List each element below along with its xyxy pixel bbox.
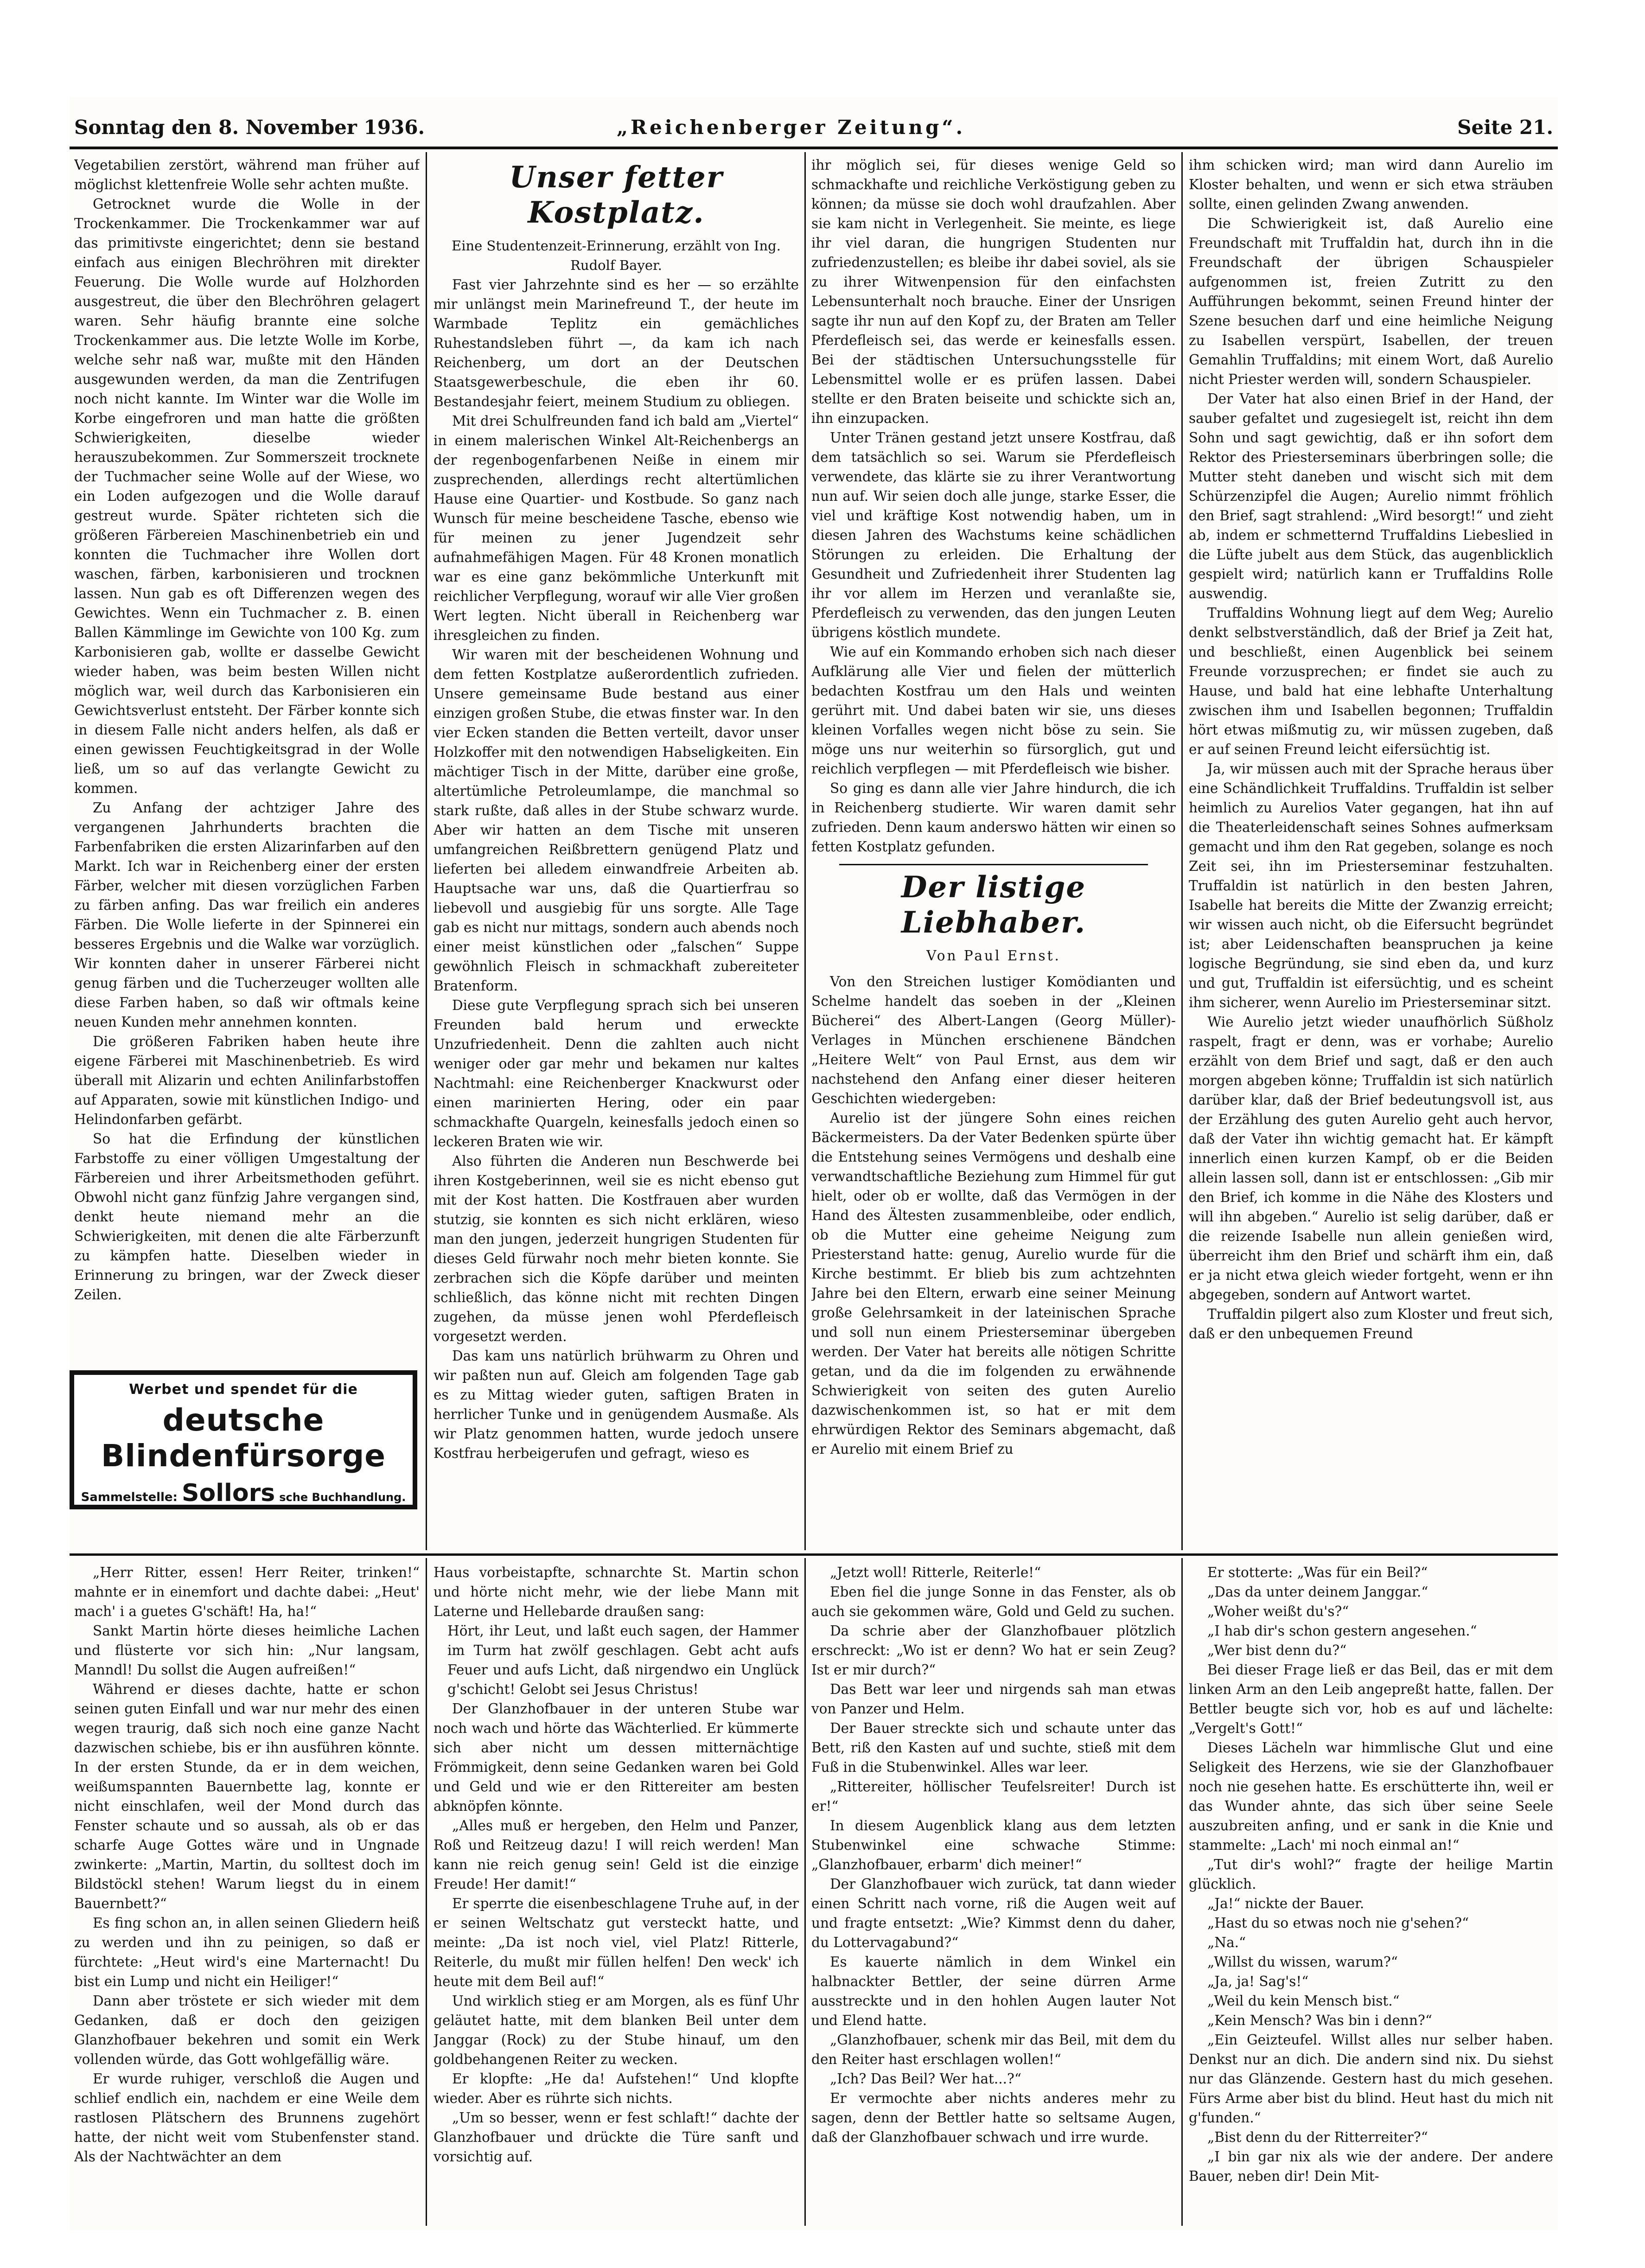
ad-line-3 [74,1479,413,1507]
col1-paragraph: Getrocknet wurde die Wolle in der Trockenkammer. Die Trockenkammer war auf das primitivste eingerichtet; denn sie bestand einfach aus einigen Blechröhren mit direkter Feuerung. Die Wolle wurde auf Holzhorden ausgestreut, die über den Blechröhren gelagert waren. Sehr häufig brannte eine solche Trockenkammer aus. Die letzte Wolle im Korbe, welche sehr naß war, mußte mit den Händen ausgewunden werden, da man die Zentrifugen noch nicht kannte. Im Winter war die Wolle im Korbe eingefroren und man hatte die größten Schwierigkeiten, dieselbe wieder herauszubekommen. Zur Sommerszeit trocknete der Tuchmacher seine Wolle auf der Wiese, wo ein Loden aufgezogen und die Wolle darauf gestreut wurde. Später richteten sich die größeren Färbereien Maschinenbetrieb ein und konnten die Tuchmacher ihre Wollen dort waschen, färben, karbonisieren und trocknen lassen. Nun gab es oft Differenzen wegen des Gewichtes. Wenn ein Tuchmacher z. B. einen Ballen Kämmlinge im Gewichte von 100 Kg. zum Karbonisieren gab, wollte er dasselbe Gewicht wieder haben, was beim besten Willen nicht möglich war, weil durch das Karbonisieren ein Gewichtsverlust entsteht. Der Färber konnte sich in diesem Falle nicht anders helfen, als daß er einen gewissen Feuchtigkeitsgrad in der Wolle ließ, um so auf das verlangte Gewicht zu kommen. [74,196,420,796]
col2-paragraph: Das kam uns natürlich brühwarm zu Ohren und wir paßten nun auf. Gleich am folgenden Tage gab es zu Mittag wieder guten, saftigen Braten in herrlicher Tunke und in genügendem Ausmaße. Als wir Platz genommen hatten, wurde jedoch unsere Kostfrau herbeigerufen und gefragt, wieso es [434,1348,799,1461]
col4-paragraph: Wie Aurelio jetzt wieder unaufhörlich Süßholz raspelt, fragt er denn, was er vorhabe; Aurelio erzählt von dem Brief und sagt, daß er den auch morgen abgeben könne; Truffaldin ist sich natürlich darüber klar, daß der Brief bedeutungsvoll ist, aus der Erzählung des guten Aurelio geht auch hervor, daß der Vater ihn wichtig gemacht hat. Er kämpft innerlich einen kurzen Kampf, ob er die Beiden allein lassen soll, dann ist er entschlossen: „Gib mir den Brief, ich komme in die Nähe des Klosters und will ihn abgeben.“ Aurelio ist selig darüber, daß er die reizende Isabelle nun allein genießen wird, überreicht ihm den Brief und schärft ihm ein, daß er ja nicht etwa gleich wieder fortgeht, wenn er ihn abgegeben, sondern auf Antwort wartet. [1189,1014,1553,1303]
col4-paragraph: Truffaldin pilgert also zum Kloster und freut sich, daß er den unbequemen Freund [1189,1306,1553,1342]
bottom-paragraph: „I hab dir's schon gestern angesehen.“ [1207,1623,1477,1639]
ad-shop-suffix: sche Buchhandlung. [279,1491,406,1504]
bottom-paragraph: „Hast du so etwas noch nie g'sehen?“ [1207,1915,1469,1931]
article-author: Von Paul Ernst. [926,948,1061,964]
col4-paragraph: Die Schwierigkeit ist, daß Aurelio eine Freundschaft mit Truffaldin hat, durch ihn in die Freundschaft der übrigen Schauspieler aufgenommen ist, freien Zutritt zu den Aufführungen bekommt, seinen Freund hinter der Szene besuchen darf und eine heimliche Neigung zu Isabellen verspürt, Isabellen, der treuen Gemahlin Truffaldins; mit einem Wort, daß Aurelio nicht Priester werden will, sondern Schauspieler. [1189,216,1553,387]
header-date: Sonntag den 8. November 1936. [74,116,425,139]
bottom-paragraph: „Bist denn du der Ritterreiter?“ [1207,2129,1428,2145]
column-1 [74,155,420,1361]
col1-paragraph: So hat die Erfindung der künstlichen Farbstoffe zu einer völligen Umgestaltung der Färbereien und ihrer Arbeitsmethoden geführt. Obwohl nicht ganz fünfzig Jahre vergangen sind, denkt heute niemand mehr an die Schwierigkeiten, mit denen die alte Färberzunft zu kämpfen hatte. Dieselben wieder in Erinnerung zu bringen, war der Zweck dieser Zeilen. [74,1131,420,1303]
col2-paragraph: Mit drei Schulfreunden fand ich bald am „Viertel“ in einem malerischen Winkel Alt-Reichenbergs an der regenbogenfarbenen Neiße in einem mir zusprechenden, allerdings recht altertümlichen Hause eine Quartier- und Kostbude. So ganz nach Wunsch für meine bescheidene Tasche, ebenso wie für meinen zu jener Jugendzeit sehr aufnahmefähigen Magen. Für 48 Kronen monatlich war es eine ganz bekömmliche Unterkunft mit reichlicher Verpflegung, worauf wir alle Vier großen Wert legten. Nicht überall in Reichenberg war ihresgleichen zu finden. [434,413,799,643]
bottom-paragraph: „Das da unter deinem Janggar.“ [1207,1584,1428,1600]
bottom-paragraph: Da schrie aber der Glanzhofbauer plötzlich erschreckt: „Wo ist er denn? Wo hat er sein Zeug? Ist er mir durch?“ [811,1623,1176,1678]
bottom-paragraph: Dieses Lächeln war himmlische Glut und eine Seligkeit des Herzens, wie sie der Glanzhofbauer noch nie gesehen hatte. Es erschütterte ihn, weil er das Wunder ahnte, das sich über seine Seele auszubreiten anfing, und er sank in die Knie und stammelte: „Lach' mi noch einmal an!“ [1189,1740,1553,1853]
bottom-paragraph: „Ich? Das Beil? Wer hat...?“ [830,2071,1021,2087]
bottom-column-2 [434,1563,799,2226]
bottom-paragraph: „Ein Geizteufel. Willst alles nur selber haben. Denkst nur an dich. Die andern sind nix. Du siehst nur das Glänzende. Gestern hast du mich gesehen. Fürs Arme aber bist du blind. Heut hast du mich nit g'funden.“ [1189,2032,1553,2126]
column-rule [1181,152,1183,1550]
col3-paragraph: Unter Tränen gestand jetzt unsere Kostfrau, daß dem tatsächlich so sei. Warum sie Pferdefleisch verwendete, das klärte sie zu ihrer Verantwortung nun auf. Wir seien doch alle junge, starke Esser, die viel und kräftige Kost notwendig haben, um in diesen Jahren des Wachstums keine schädlichen Störungen zu erleiden. Die Erhaltung der Gesundheit und Zufriedenheit ihrer Studenten lag ihr vor allem im Herzen und veranlaßte sie, Pferdefleisch zu verwenden, das den jungen Leuten übrigens köstlich mundete. [811,430,1176,640]
col1-paragraph: Die größeren Fabriken haben heute ihre eigene Färberei mit Maschinenbetrieb. Es wird überall mit Alizarin und echten Anilinfarbstoffen auf Apparaten, sowie mit künstlichen Indigo- und Helindonfarben gefärbt. [74,1034,420,1127]
bottom-paragraph: „Weil du kein Mensch bist.“ [1207,1993,1400,2009]
bottom-paragraph: Sankt Martin hörte dieses heimliche Lachen und flüsterte vor sich hin: „Nur langsam, Manndl! Du sollst die Augen aufreißen!“ [74,1623,420,1678]
blindenfuersorge-advertisement [70,1370,417,1509]
bottom-paragraph: „Um so besser, wenn er fest schlaft!“ dachte der Glanzhofbauer und drückte die Türe sanft und vorsichtig auf. [434,2110,799,2165]
article-intro: Von den Streichen lustiger Komödianten und Schelme handelt das soeben in der „Kleinen Bücherei“ des Albert-Langen (Georg Müller)-Verlages in München erschienene Bändchen „Heitere Welt“ von Paul Ernst, aus dem wir nachstehend den Anfang einer dieser heiteren Geschichten wiedergeben: [811,974,1176,1106]
bottom-paragraph: „Rittereiter, höllischer Teufelsreiter! Durch ist er!“ [811,1779,1176,1814]
section-rule [70,1553,1558,1556]
column-rule [426,152,427,1550]
ad-collection-label: Sammelstelle: [81,1490,178,1504]
col4-paragraph: Ja, wir müssen auch mit der Sprache heraus über eine Schändlichkeit Truffaldins. Truffaldin ist selber heimlich zu Aurelios Vater gegangen, hat ihn auf die Theaterleidenschaft seines Sohnes aufmerksam gemacht und ihm den Rat gegeben, solange es noch Zeit sei, ihn im Priesterseminar festzuhalten. Truffaldin ist natürlich in den besten Jahren, Isabelle hat bereits die Mitte der Zwanzig erreicht; wir wissen auch nicht, ob die Eifersucht begründet ist; aber Leidenschaften beanspruchen ja keine logische Begründung, sie sind eben da, und kurz und gut, Truffaldin ist eifersüchtig, und es scheint ihm sicherer, wenn Aurelio im Priesterseminar sitzt. [1189,761,1553,1010]
article-title-liebhaber: Der listige Liebhaber. [901,870,1086,940]
bottom-paragraph: „Wer bist denn du?“ [1207,1642,1347,1658]
bottom-paragraph: Der Bauer streckte sich und schaute unter das Bett, riß den Kasten auf und suchte, stieß mit dem Fuß in die Stubenwinkel. Alles war leer. [811,1720,1176,1775]
bottom-paragraph: Es kauerte nämlich in dem Winkel ein halbnackter Bettler, der seine dürren Arme ausstreckte und in den hohlen Augen lauter Not und Elend hatte. [811,1954,1176,2028]
newspaper-page [70,97,1558,2230]
bottom-paragraph: „Willst du wissen, warum?“ [1207,1954,1398,1970]
bottom-paragraph: Während er dieses dachte, hatte er schon seinen guten Einfall und war nur mehr des einen wegen traurig, daß sich noch eine ganze Nacht dazwischen schiebe, bis er ihn ausführen könnte. In der ersten Stunde, da er in dem weichen, weißumspannten Bauernbette lag, konnte er nicht einschlafen, weil der Mond durch das Fenster schaute und so aussah, als ob er das scharfe Auge Gottes wäre und in Ungnade zwinkerte: „Martin, Martin, du solltest doch im Bildstöckl stehen! Warum liegst du in einem Bauernbett?“ [74,1681,420,1911]
column-rule [1181,1558,1183,2226]
bottom-paragraph: „Ja!“ nickte der Bauer. [1207,1896,1364,1911]
bottom-paragraph: „Na.“ [1207,1935,1246,1950]
column-rule [804,152,806,1550]
col3-paragraph: Wie auf ein Kommando erhoben sich nach dieser Aufklärung alle Vier und fielen der mütterlich bedachten Kostfrau um den Hals und weinten gerührt mit. Und dabei baten wir sie, uns dieses kleinen Vorfalles wegen nicht böse zu sein. Sie möge uns nur weiterhin so fürsorglich, gut und reichlich verpflegen — mit Pferdefleisch wie bisher. [811,644,1176,777]
bottom-paragraph: „Glanzhofbauer, schenk mir das Beil, mit dem du den Reiter hast erschlagen wollen!“ [811,2032,1176,2067]
bottom-paragraph: „Ja, ja! Sag's!“ [1207,1974,1309,1989]
col3-paragraph: So ging es dann alle vier Jahre hindurch, die ich in Reichenberg studierte. Wir waren damit sehr zufrieden. Denn kaum anderswo hätten wir einen so fetten Kostplatz gefunden. [811,780,1176,855]
col1-paragraph: Zu Anfang der achtziger Jahre des vergangenen Jahrhunderts brachten die Farbenfabriken die ersten Alizarinfarben auf den Markt. Ich war in Reichenberg einer der ersten Färber, welcher mit diesen vorzüglichen Farben zu färben anfing. Das war freilich ein anderes Färben. Die Wolle lieferte in der Spinnerei ein besseres Ergebnis und die Walke war vorzüglich. Wir konnten daher in unserer Färberei nicht genug färben und die Tucherzeuger wollten alle diese Farben haben, so daß wir oftmals keine neuen Kunden mehr annehmen konnten. [74,800,420,1030]
bottom-paragraph: Der Glanzhofbauer wich zurück, tat dann wieder einen Schritt nach vorne, riß die Augen weit auf und fragte entsetzt: „Wie? Kimmst denn du daher, du Lottervagabund?“ [811,1876,1176,1950]
column-3 [811,155,1176,1549]
column-rule [426,1558,427,2226]
bottom-paragraph: Es fing schon an, in allen seinen Gliedern heiß zu werden und ihn zu peinigen, so daß er fürchtete: „Heut wird's eine Marternacht! Du bist ein Lump und nicht ein Heiliger!“ [74,1915,420,1989]
column-rule [804,1558,806,2226]
bottom-column-1 [74,1563,420,2226]
bottom-column-3 [811,1563,1176,2226]
bottom-paragraph: Er klopfte: „He da! Aufstehen!“ Und klopfte wieder. Aber es rührte sich nichts. [434,2071,799,2106]
watchman-song: Hört, ihr Leut, und laßt euch sagen, der Hammer im Turm hat zwölf geschlagen. Gebt acht aufs Feuer und aufs Licht, daß nirgendwo ein Unglück g'schicht! Gelobt sei Jesus Christus! [447,1623,799,1697]
page-header [70,116,1558,144]
bottom-paragraph: „Tut dir's wohl?“ fragte der heilige Martin glücklich. [1189,1857,1553,1892]
col2-paragraph: Wir waren mit der bescheidenen Wohnung und dem fetten Kostplatze außerordentlich zufrieden. Unsere gemeinsame Bude bestand aus einer einzigen großen Stube, die etwas finster war. In den vier Ecken standen die Betten verteilt, davor unser Holzkoffer mit den notwendigen Habseligkeiten. Ein mächtiger Tisch in der Mitte, darüber eine große, altertümliche Petroleumlampe, die manchmal so stark rußte, daß alles in der Stube schwarz wurde. Aber wir hatten an dem Tische mit unseren umfangreichen Reißbrettern genügend Platz und lieferten bei alledem einwandfreie Arbeiten ab. Hauptsache war uns, daß die Quartierfrau so liebevoll und ausgiebig für uns sorgte. Alle Tage gab es nicht nur mittags, sondern auch abends noch einer meist künstlichen oder „falschen“ Suppe gewöhnlich Fleisch in schmackhaft zubereiteter Bratenform. [434,647,799,994]
bottom-paragraph: Er wurde ruhiger, verschloß die Augen und schlief endlich ein, nachdem er eine Weile dem rastlosen Plätschern des Brunnens zugehört hatte, der nicht weit vom Stubenfenster stand. Als der Nachtwächter an dem [74,2071,420,2165]
header-page-number: Seite 21. [1457,116,1553,139]
bottom-paragraph: Er sperrte die eisenbeschlagene Truhe auf, in der er seinen Weltschatz gut versteckt hatte, und meinte: „Da ist noch viel, viel Platz! Ritterle, Reiterle, du mußt mir füllen helfen! Den weck' ich heute mit dem Beil auf!“ [434,1896,799,1989]
col3-paragraph: ihr möglich sei, für dieses wenige Geld so schmackhafte und reichliche Verköstigung geben zu können; da müsse sie doch wohl draufzahlen. Aber sie kam nicht in Verlegenheit. Sie meinte, es liege ihr viel daran, die hungrigen Studenten nur zufriedenzustellen; es bleibe ihr dabei soviel, als sie zu ihrer Witwenpension für den einfachsten Lebensunterhalt noch brauche. Einer der Unsrigen sagte ihr nun auf den Kopf zu, der Braten am Teller Pferdefleisch sei, das werde er keinesfalls essen. Bei der städtischen Untersuchungsstelle für Lebensmittel wolle er es prüfen lassen. Dabei stellte er den Braten beiseite und schickte sich an, ihn einzupacken. [811,157,1176,426]
article-divider [839,864,1148,865]
bottom-paragraph: „Kein Mensch? Was bin i denn?“ [1207,2012,1432,2028]
col2-paragraph: Also führten die Anderen nun Beschwerde bei ihren Kostgeberinnen, weil sie es nicht ebenso gut mit der Kost hatten. Die Kostfrauen aber wurden stutzig, sie konnten es sich nicht erklären, wieso man den jungen, jederzeit hungrigen Studenten für dieses Geld fürwahr noch mehr bieten konnte. Sie zerbrachen sich die Köpfe darüber und meinten schließlich, das könne nicht mit rechten Dingen zugehen, da müsse jenen wohl Pferdefleisch vorgesetzt werden. [434,1153,799,1344]
col3-paragraph: Aurelio ist der jüngere Sohn eines reichen Bäckermeisters. Da der Vater Bedenken spürte über die Entstehung seines Vermögens und deshalb eine verwandtschaftliche Beziehung zum Himmel für gut hielt, oder ob er wollte, daß das Vermögen in der Hand des Ältesten zusammenbleibe, oder endlich, ob die Mutter eine geheime Neigung zum Priesterstand hatte: genug, Aurelio wurde für die Kirche bestimmt. Er blieb bis zum achtzehnten Jahre bei den Eltern, erwarb eine seiner Meinung große Gelehrsamkeit in der lateinischen Sprache und soll nun einem Priesterseminar übergeben werden. Der Vater hat bereits alle nötigen Schritte getan, und da die im folgenden zu erwähnende Schwierigkeit von seiten des guten Aurelio dazwischenkommen ist, so hat er mit dem ehrwürdigen Rektor des Seminars abgemacht, daß er Aurelio mit einem Brief zu [811,1110,1176,1457]
column-4 [1189,155,1553,1549]
col4-paragraph: ihm schicken wird; man wird dann Aurelio im Kloster behalten, und wenn er sich etwa sträuben sollte, einen gelinden Zwang anwenden. [1189,157,1553,212]
article-subtitle: Eine Studentenzeit-Erinnerung, erzählt von Ing. Rudolf Bayer. [452,238,781,273]
col2-paragraph: Fast vier Jahrzehnte sind es her — so erzählte mir unlängst mein Marinefreund T., der heute im Warmbade Teplitz ein gemächliches Ruhestandsleben führt —, da kam ich nach Reichenberg, um dort an der Deutschen Staatsgewerbeschule, die eben ihr 60. Bestandesjahr feiert, meinem Studium zu obliegen. [434,277,799,409]
ad-line-2: deutsche Blindenfürsorge [101,1402,386,1474]
bottom-paragraph: Er stotterte: „Was für ein Beil?“ [1207,1565,1428,1580]
ad-shop-name: Sollors [182,1479,275,1507]
header-paper-name: „Reichenberger Zeitung“. [617,116,966,139]
bottom-paragraph: Und wirklich stieg er am Morgen, als es fünf Uhr geläutet hatte, mit dem blanken Beil unter dem Janggar (Rock) zu der Stube hinauf, um den goldbehangenen Reiter zu wecken. [434,1993,799,2067]
bottom-paragraph: In diesem Augenblick klang aus dem letzten Stubenwinkel eine schwache Stimme: „Glanzhofbauer, erbarm' dich meiner!“ [811,1818,1176,1872]
ad-line-1: Werbet und spendet für die [129,1381,358,1398]
bottom-paragraph: Bei dieser Frage ließ er das Beil, das er mit dem linken Arm an den Leib angepreßt hatte, fallen. Der Bettler beugte sich vor, hob es auf und lächelte: „Vergelt's Gott!“ [1189,1662,1553,1736]
header-rule [70,147,1558,149]
col1-paragraph: Vegetabilien zerstört, während man früher auf möglichst klettenfreie Wolle sehr achten mußte. [74,157,420,192]
bottom-paragraph: „Woher weißt du's?“ [1207,1604,1349,1619]
bottom-paragraph: Der Glanzhofbauer in der unteren Stube war noch wach und hörte das Wächterlied. Er kümmerte sich aber nicht um dessen mitternächtige Frömmigkeit, denn seine Gedanken waren bei Gold und Geld und wie er den Rittereiter am besten abknöpfen könnte. [434,1701,799,1814]
column-2 [434,155,799,1549]
bottom-paragraph: Eben fiel die junge Sonne in das Fenster, als ob auch sie gekommen wäre, Gold und Geld zu suchen. [811,1584,1176,1619]
col4-paragraph: Der Vater hat also einen Brief in der Hand, der sauber gefaltet und zugesiegelt ist, reicht ihn dem Sohn und sagt gewichtig, daß er ihn sofort dem Rektor des Priesterseminars überbringen solle; die Mutter steht daneben und wischt sich mit dem Schürzenzipfel die Augen; Aurelio nimmt fröhlich den Brief, sagt strahlend: „Wird besorgt!“ und zieht ab, indem er schmetternd Truffaldins Liebeslied in die Lüfte jubelt aus dem Stück, das augenblicklich gespielt wird; natürlich kann er Truffaldins Rolle auswendig. [1189,391,1553,601]
bottom-paragraph: Er vermochte aber nichts anderes mehr zu sagen, denn der Bettler hatte so seltsame Augen, daß der Glanzhofbauer schwach und irre wurde. [811,2090,1176,2145]
bottom-paragraph: „I bin gar nix als wie der andere. Der andere Bauer, neben dir! Dein Mit- [1189,2149,1553,2184]
bottom-paragraph: Dann aber tröstete er sich wieder mit dem Gedanken, daß er doch den geizigen Glanzhofbauer bekehren und somit ein Werk vollenden würde, das Gott wohlgefällig wäre. [74,1993,420,2067]
bottom-paragraph: Haus vorbeistapfte, schnarchte St. Martin schon und hörte nicht mehr, wie der liebe Mann mit Laterne und Hellebarde draußen sang: [434,1565,799,1619]
bottom-paragraph: „Herr Ritter, essen! Herr Reiter, trinken!“ mahnte er in einemfort und dachte dabei: „Heut' mach' i a guetes G'schäft! Ha, ha!“ [74,1565,420,1619]
article-title-kostplatz: Unser fetter Kostplatz. [509,160,723,230]
bottom-paragraph: „Alles muß er hergeben, den Helm und Panzer, Roß und Reitzeug dazu! I will reich werden! Man kann nie reich genug sein! Geld ist die einzige Freude! Her damit!“ [434,1818,799,1892]
bottom-paragraph: „Jetzt woll! Ritterle, Reiterle!“ [830,1565,1041,1580]
col4-paragraph: Truffaldins Wohnung liegt auf dem Weg; Aurelio denkt selbstverständlich, daß der Brief ja Zeit hat, und beschließt, einen Augenblick bei seinem Freunde vorzusprechen; er findet sie auch zu Hause, und bald hat eine lebhafte Unterhaltung zwischen ihm und Isabellen begonnen; Truffaldin hört etwas mißmutig zu, wir müssen zugeben, daß er auf seinen Freund leicht eifersüchtig ist. [1189,605,1553,757]
bottom-column-4 [1189,1563,1553,2226]
col2-paragraph: Diese gute Verpflegung sprach sich bei unseren Freunden bald herum und erweckte Unzufriedenheit. Denn die zahlten auch nicht weniger oder gar mehr und bekamen nur kaltes Nachtmahl: eine Reichenberger Knackwurst oder einen marinierten Hering, oder ein paar schmackhafte Quargeln, keinesfalls jedoch einen so leckeren Braten wie wir. [434,997,799,1150]
bottom-paragraph: Das Bett war leer und nirgends sah man etwas von Panzer und Helm. [811,1681,1176,1717]
